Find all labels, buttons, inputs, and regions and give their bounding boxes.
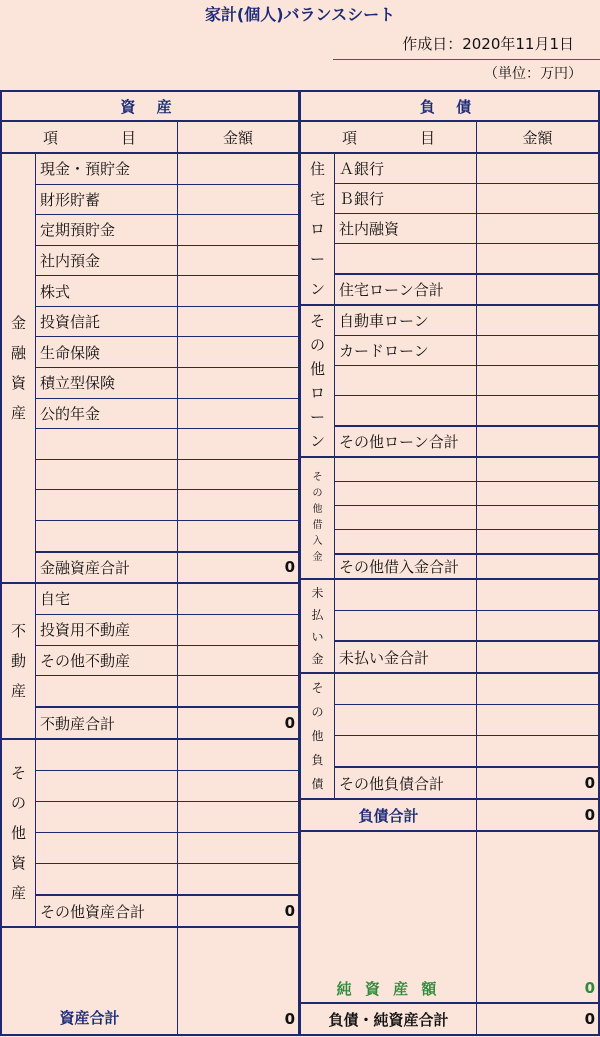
table-row <box>335 530 598 554</box>
amount-cell[interactable] <box>477 458 598 481</box>
other-borrowing-rows <box>335 458 598 578</box>
other-borrowing-label: そ の 他 借 入 金 <box>301 458 335 578</box>
table-row <box>36 368 298 399</box>
item-cell[interactable]: その他不動産 <box>36 646 178 676</box>
table-row <box>36 490 298 521</box>
subtotal-label: その他資産合計 <box>36 896 178 926</box>
item-cell[interactable]: 投資信託 <box>36 307 178 337</box>
subtotal-label: その他ローン合計 <box>335 427 477 456</box>
item-cell[interactable]: 生命保険 <box>36 337 178 367</box>
item-cell[interactable]: 定期預貯金 <box>36 215 178 245</box>
amount-cell[interactable] <box>178 771 298 801</box>
item-cell[interactable] <box>335 736 477 766</box>
amount-cell[interactable] <box>477 306 598 335</box>
amount-cell[interactable] <box>178 399 298 429</box>
amount-cell[interactable] <box>178 615 298 645</box>
housing-loan-rows <box>335 154 598 304</box>
created-date: 作成日：2020年11月1日 <box>402 35 574 53</box>
other-assets-label: そ の 他 資 産 <box>2 740 36 926</box>
net-assets-labels <box>301 832 477 1034</box>
liabilities-total-value: 0 <box>584 806 595 824</box>
table-row <box>36 307 298 338</box>
amount-cell[interactable] <box>178 584 298 614</box>
housing-loan-group <box>301 154 598 306</box>
assets-column-header <box>2 122 298 154</box>
table-row <box>335 674 598 705</box>
subtotal-value: 0 <box>584 774 595 792</box>
table-row <box>36 215 298 246</box>
subtotal-row <box>335 767 598 798</box>
amount-cell[interactable] <box>178 490 298 520</box>
item-cell[interactable] <box>335 396 477 425</box>
subtotal-row <box>36 895 298 926</box>
amount-cell[interactable] <box>178 307 298 337</box>
item-cell[interactable] <box>335 580 477 610</box>
table-row <box>36 429 298 460</box>
unit-label: （単位：万円） <box>484 66 582 82</box>
real-estate-rows <box>36 584 298 738</box>
amount-cell[interactable] <box>477 154 598 183</box>
amount-cell[interactable] <box>477 366 598 395</box>
item-cell[interactable]: 自動車ローン <box>335 306 477 335</box>
liabilities-total-row <box>301 800 598 832</box>
amount-cell[interactable] <box>477 184 598 213</box>
item-cell[interactable] <box>335 530 477 553</box>
amount-cell[interactable] <box>178 676 298 706</box>
table-row <box>335 396 598 426</box>
amount-cell[interactable] <box>178 646 298 676</box>
liabilities-net-total-label: 負債・純資産合計 <box>328 1010 449 1029</box>
other-loan-rows <box>335 306 598 456</box>
item-header: 項 目 <box>301 122 477 152</box>
item-cell[interactable] <box>335 244 477 273</box>
assets-column <box>2 92 298 1034</box>
item-cell[interactable] <box>36 460 178 490</box>
liabilities-header: 負 債 <box>301 92 598 122</box>
item-cell[interactable] <box>335 366 477 395</box>
table-row <box>335 736 598 767</box>
subtotal-value <box>477 555 598 578</box>
amount-cell[interactable] <box>178 246 298 276</box>
real-estate-label: 不 動 産 <box>2 584 36 738</box>
table-row <box>335 214 598 244</box>
item-cell[interactable]: 投資用不動産 <box>36 615 178 645</box>
subtotal-row <box>36 552 298 583</box>
item-cell[interactable] <box>335 506 477 529</box>
table-row <box>335 306 598 336</box>
amount-cell[interactable] <box>178 864 298 894</box>
housing-loan-label: 住 宅 ロ ー ン <box>301 154 335 304</box>
subtotal-row <box>335 641 598 672</box>
item-cell[interactable]: 積立型保険 <box>36 368 178 398</box>
table-row <box>335 506 598 530</box>
table-row <box>36 646 298 677</box>
table-row <box>36 399 298 430</box>
subtotal-label: その他借入金合計 <box>335 555 477 578</box>
subtotal-label: 不動産合計 <box>36 708 178 738</box>
table-row <box>36 154 298 185</box>
amount-cell[interactable] <box>477 674 598 704</box>
page-title: 家計(個人)バランスシート <box>204 5 396 24</box>
net-assets-label: 純 資 産 額 <box>301 974 476 1004</box>
table-row <box>335 244 598 274</box>
table-row <box>36 276 298 307</box>
amount-cell[interactable] <box>178 154 298 184</box>
other-assets-rows <box>36 740 298 926</box>
amount-cell[interactable] <box>477 580 598 610</box>
assets-total-label: 資産合計 <box>2 928 178 1034</box>
subtotal-row <box>36 707 298 738</box>
item-cell[interactable] <box>36 833 178 863</box>
item-cell[interactable] <box>335 674 477 704</box>
table-row <box>335 458 598 482</box>
item-cell[interactable] <box>36 490 178 520</box>
item-cell[interactable]: 公的年金 <box>36 399 178 429</box>
table-row <box>36 584 298 615</box>
assets-total-value: 0 <box>284 1010 295 1028</box>
amount-cell[interactable] <box>477 396 598 425</box>
other-liabilities-group <box>301 674 598 800</box>
subtotal-value: 0 <box>284 902 295 920</box>
amount-cell[interactable] <box>178 521 298 551</box>
table-row <box>335 482 598 506</box>
amount-cell[interactable] <box>477 736 598 766</box>
subtotal-row <box>335 554 598 578</box>
amount-cell[interactable] <box>178 460 298 490</box>
liabilities-total-label: 負債合計 <box>301 800 477 830</box>
net-assets-values <box>477 832 598 1034</box>
financial-assets-group <box>2 154 298 584</box>
table-row <box>36 521 298 552</box>
amount-header: 金額 <box>522 128 553 147</box>
header-divider <box>333 59 600 60</box>
item-cell[interactable] <box>335 611 477 641</box>
subtotal-value: 0 <box>284 558 295 577</box>
amount-cell[interactable] <box>477 530 598 553</box>
amount-cell[interactable] <box>178 833 298 863</box>
table-row <box>36 185 298 216</box>
item-cell[interactable]: 社内融資 <box>335 214 477 243</box>
subtotal-label: 未払い金合計 <box>335 642 477 672</box>
other-liabilities-label: そ の 他 負 債 <box>301 674 335 798</box>
amount-cell[interactable] <box>477 506 598 529</box>
other-loan-group <box>301 306 598 458</box>
amount-cell[interactable] <box>178 215 298 245</box>
table-row <box>335 611 598 642</box>
amount-cell[interactable] <box>477 705 598 735</box>
table-row <box>36 676 298 707</box>
table-row <box>335 366 598 396</box>
unpaid-label: 未 払 い 金 <box>301 580 335 672</box>
table-row <box>36 802 298 833</box>
item-cell[interactable]: カードローン <box>335 336 477 365</box>
financial-assets-label: 金 融 資 産 <box>2 154 36 582</box>
amount-cell[interactable] <box>477 336 598 365</box>
item-cell[interactable] <box>36 802 178 832</box>
item-cell[interactable] <box>36 429 178 459</box>
subtotal-label: その他負債合計 <box>335 768 477 798</box>
amount-cell[interactable] <box>178 276 298 306</box>
liabilities-net-total-value: 0 <box>584 1010 595 1028</box>
item-cell[interactable] <box>335 705 477 735</box>
amount-cell[interactable] <box>178 802 298 832</box>
item-cell[interactable]: 社内預金 <box>36 246 178 276</box>
item-cell[interactable] <box>36 864 178 894</box>
liabilities-column <box>301 92 598 1034</box>
item-cell[interactable]: Ｂ銀行 <box>335 184 477 213</box>
subtotal-label: 住宅ローン合計 <box>335 275 477 304</box>
amount-cell[interactable] <box>477 611 598 641</box>
amount-cell[interactable] <box>477 214 598 243</box>
table-row <box>36 460 298 491</box>
table-row <box>36 246 298 277</box>
assets-header: 資 産 <box>2 92 298 122</box>
table-row <box>36 833 298 864</box>
table-row <box>36 771 298 802</box>
item-cell[interactable]: 財形貯蓄 <box>36 185 178 215</box>
table-row <box>335 580 598 611</box>
subtotal-value <box>477 642 598 672</box>
table-row <box>335 336 598 366</box>
amount-cell[interactable] <box>477 244 598 273</box>
amount-cell[interactable] <box>477 482 598 505</box>
other-borrowing-group <box>301 458 598 580</box>
table-row <box>335 184 598 214</box>
net-assets-block <box>301 832 598 1034</box>
item-cell[interactable] <box>36 676 178 706</box>
net-assets-value: 0 <box>477 974 598 1004</box>
amount-cell[interactable] <box>178 185 298 215</box>
subtotal-value <box>477 275 598 304</box>
subtotal-label: 金融資産合計 <box>36 553 178 583</box>
unpaid-rows <box>335 580 598 672</box>
other-liabilities-rows <box>335 674 598 798</box>
liabilities-column-header <box>301 122 598 154</box>
item-cell[interactable] <box>335 482 477 505</box>
item-cell[interactable] <box>36 771 178 801</box>
amount-cell[interactable] <box>178 337 298 367</box>
item-cell[interactable] <box>335 458 477 481</box>
amount-cell[interactable] <box>178 740 298 770</box>
item-cell[interactable]: 自宅 <box>36 584 178 614</box>
subtotal-row <box>335 274 598 304</box>
item-cell[interactable]: 現金・預貯金 <box>36 154 178 184</box>
item-cell[interactable] <box>36 740 178 770</box>
table-row <box>36 337 298 368</box>
table-row <box>335 154 598 184</box>
subtotal-value <box>477 427 598 456</box>
item-cell[interactable] <box>36 521 178 551</box>
table-row <box>335 705 598 736</box>
subtotal-value: 0 <box>284 714 295 733</box>
table-row <box>36 864 298 895</box>
amount-cell[interactable] <box>178 429 298 459</box>
assets-total-block <box>2 928 298 1034</box>
amount-cell[interactable] <box>178 368 298 398</box>
item-cell[interactable]: Ａ銀行 <box>335 154 477 183</box>
item-cell[interactable]: 株式 <box>36 276 178 306</box>
real-estate-group <box>2 584 298 740</box>
other-assets-group <box>2 740 298 928</box>
other-loan-label: そ の 他 ロ ー ン <box>301 306 335 456</box>
financial-assets-rows <box>36 154 298 582</box>
table-row <box>36 615 298 646</box>
table-row <box>36 740 298 771</box>
subtotal-row <box>335 426 598 456</box>
item-header: 項 目 <box>2 122 178 152</box>
unpaid-group <box>301 580 598 674</box>
amount-header: 金額 <box>222 128 253 147</box>
